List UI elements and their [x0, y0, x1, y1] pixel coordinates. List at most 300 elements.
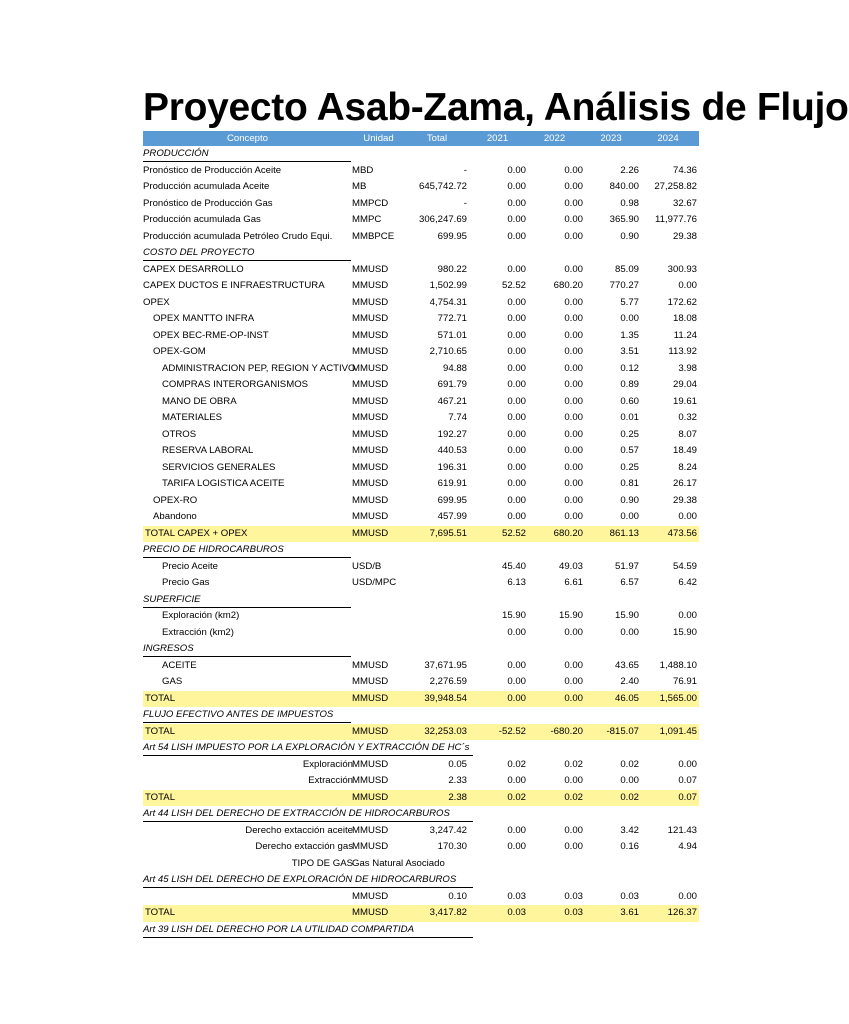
- unit-cell: MMUSD: [352, 758, 389, 770]
- value-cell-2022: 0.03: [564, 907, 583, 918]
- section-header-row: [143, 542, 699, 559]
- value-cell-2023: 2.40: [620, 676, 639, 687]
- total-cell: 3,247.42: [429, 824, 467, 836]
- value-cell-2024: 300.93: [667, 263, 697, 275]
- total-cell: 94.88: [442, 362, 467, 374]
- value-cell-2024: 1,488.10: [659, 659, 697, 671]
- value-cell-2024: 3.98: [678, 362, 697, 374]
- row-label: Abandono: [153, 511, 197, 522]
- unit-cell: MMUSD: [352, 412, 389, 423]
- row-label: TOTAL: [145, 907, 176, 918]
- value-cell-2021: 0.00: [507, 296, 526, 308]
- table-row: [143, 196, 699, 213]
- section-header-row: [143, 641, 699, 658]
- value-cell-2023: 0.25: [620, 428, 639, 440]
- value-cell-2022: 0.00: [564, 412, 583, 423]
- value-cell-2023: 1.35: [620, 329, 639, 341]
- total-cell: 196.31: [437, 461, 467, 473]
- value-cell-2024: 0.07: [678, 791, 697, 803]
- row-label: ACEITE: [162, 659, 197, 671]
- unit-cell: Gas Natural Asociado: [352, 857, 445, 869]
- value-cell-2023: 46.05: [614, 692, 639, 704]
- table-row: [143, 427, 699, 444]
- value-cell-2021: 0.00: [507, 494, 526, 506]
- value-cell-2023: 0.81: [620, 478, 639, 489]
- total-cell: 619.91: [437, 478, 467, 489]
- value-cell-2023: 2.26: [620, 164, 639, 176]
- total-cell: 440.53: [437, 445, 467, 456]
- row-label: Extracción (km2): [162, 626, 234, 638]
- value-cell-2022: 0.00: [564, 626, 583, 638]
- table-row: [143, 212, 699, 229]
- unit-cell: USD/MPC: [352, 577, 397, 588]
- value-cell-2021: 0.03: [507, 890, 526, 902]
- value-cell-2023: 5.77: [620, 296, 639, 308]
- value-cell-2022: 0.00: [564, 494, 583, 506]
- table-row: [143, 856, 699, 873]
- value-cell-2024: 6.42: [678, 577, 697, 588]
- value-cell-2022: 0.00: [564, 841, 583, 852]
- row-label: CAPEX DESARROLLO: [143, 263, 244, 275]
- row-label: Precio Aceite: [162, 560, 218, 572]
- total-cell: 699.95: [437, 230, 467, 242]
- row-label: Precio Gas: [162, 577, 210, 588]
- value-cell-2024: 0.00: [678, 511, 697, 522]
- value-cell-2024: 0.00: [678, 280, 697, 291]
- value-cell-2024: 0.32: [678, 412, 697, 423]
- value-cell-2022: 0.02: [564, 791, 583, 803]
- value-cell-2023: 0.01: [620, 412, 639, 423]
- row-label: Extracción: [308, 775, 353, 786]
- table-row: [143, 295, 699, 312]
- total-cell: 457.99: [437, 511, 467, 522]
- table-row: [143, 377, 699, 394]
- table-row: [143, 509, 699, 526]
- total-cell: 772.71: [437, 313, 467, 324]
- total-row: [143, 905, 699, 922]
- value-cell-2021: 0.00: [507, 214, 526, 225]
- value-cell-2023: 0.00: [620, 775, 639, 786]
- value-cell-2024: 1,565.00: [659, 692, 697, 704]
- table-row: [143, 476, 699, 493]
- value-cell-2023: 0.02: [620, 791, 639, 803]
- section-header-row: [143, 146, 699, 163]
- value-cell-2024: 0.00: [678, 890, 697, 902]
- unit-cell: MMUSD: [352, 676, 389, 687]
- value-cell-2022: 0.00: [564, 230, 583, 242]
- value-cell-2021: [469, 856, 526, 873]
- value-cell-2021: 0.00: [507, 428, 526, 440]
- total-cell: 2,276.59: [429, 676, 467, 687]
- unit-cell: MMUSD: [352, 659, 389, 671]
- value-cell-2022: 0.00: [564, 214, 583, 225]
- table-row: [143, 311, 699, 328]
- row-label: ADMINISTRACION PEP, REGION Y ACTIVO: [162, 362, 356, 374]
- table-row: [143, 344, 699, 361]
- unit-cell: MMUSD: [352, 725, 389, 737]
- value-cell-2022: 0.00: [564, 313, 583, 324]
- header-2022: 2022: [543, 133, 566, 144]
- section-title: Art 54 LISH IMPUESTO POR LA EXPLORACIÓN Y EXTRACCIÓN DE HC´s: [143, 740, 473, 756]
- row-label: TOTAL: [145, 791, 176, 803]
- value-cell-2021: 0.00: [507, 395, 526, 407]
- value-cell-2022: 0.00: [564, 659, 583, 671]
- total-cell: [405, 575, 467, 592]
- row-label: Producción acumulada Petróleo Crudo Equi.: [143, 230, 333, 242]
- total-cell: 37,671.95: [424, 659, 467, 671]
- unit-cell: MMUSD: [352, 775, 389, 786]
- total-cell: 645,742.72: [418, 181, 467, 192]
- value-cell-2024: 8.07: [678, 428, 697, 440]
- unit-cell: MMPCD: [352, 197, 389, 209]
- table-row: [143, 674, 699, 691]
- row-label: RESERVA LABORAL: [162, 445, 254, 456]
- value-cell-2022: 680.20: [553, 280, 583, 291]
- row-label: TARIFA LOGISTICA ACEITE: [162, 478, 285, 489]
- row-label: OPEX BEC-RME-OP-INST: [153, 329, 269, 341]
- value-cell-2024: 0.07: [678, 775, 697, 786]
- value-cell-2022: 0.00: [564, 478, 583, 489]
- value-cell-2022: 0.00: [564, 775, 583, 786]
- table-header-row: [143, 131, 699, 146]
- total-cell: 980.22: [437, 263, 467, 275]
- total-cell: 0.10: [448, 890, 467, 902]
- value-cell-2022: 0.00: [564, 362, 583, 374]
- row-label: OPEX-RO: [153, 494, 198, 506]
- value-cell-2022: 0.00: [564, 692, 583, 704]
- value-cell-2021: 0.00: [507, 362, 526, 374]
- value-cell-2024: 473.56: [667, 527, 697, 539]
- header-2021: 2021: [486, 133, 509, 144]
- total-row: [143, 790, 699, 807]
- unit-cell: MMUSD: [352, 841, 389, 852]
- row-label: OPEX MANTTO INFRA: [153, 313, 255, 324]
- value-cell-2024: 11,977.76: [655, 214, 697, 225]
- value-cell-2023: 0.90: [620, 494, 639, 506]
- row-label: Pronóstico de Producción Aceite: [143, 164, 282, 176]
- value-cell-2023: 0.00: [620, 511, 639, 522]
- total-cell: [405, 856, 467, 873]
- table-row: [143, 410, 699, 427]
- value-cell-2022: 0.00: [564, 164, 583, 176]
- row-label: [143, 889, 353, 906]
- row-label: TOTAL CAPEX + OPEX: [145, 527, 248, 539]
- value-cell-2021: 0.00: [507, 511, 526, 522]
- total-cell: 1,502.99: [429, 280, 467, 291]
- value-cell-2022: 0.00: [564, 379, 583, 390]
- header-total: Total: [426, 133, 448, 144]
- unit-cell: MMUSD: [352, 890, 389, 902]
- value-cell-2024: 74.36: [672, 164, 697, 176]
- section-title: PRODUCCIÓN: [143, 146, 351, 162]
- total-cell: 2.33: [448, 775, 467, 786]
- value-cell-2022: 0.03: [564, 890, 583, 902]
- section-header-row: [143, 592, 699, 609]
- value-cell-2024: 4.94: [678, 841, 697, 852]
- value-cell-2021: 0.00: [507, 775, 526, 786]
- value-cell-2023: 861.13: [609, 527, 639, 539]
- value-cell-2021: 0.00: [507, 692, 526, 704]
- row-label: Pronóstico de Producción Gas: [143, 197, 273, 209]
- value-cell-2021: 0.03: [507, 907, 526, 918]
- value-cell-2022: 0.00: [564, 676, 583, 687]
- table-row: [143, 608, 699, 625]
- table-row: [143, 493, 699, 510]
- value-cell-2021: 0.00: [507, 346, 526, 357]
- value-cell-2023: 0.12: [620, 362, 639, 374]
- table-row: [143, 443, 699, 460]
- table-row: [143, 559, 699, 576]
- row-label: MATERIALES: [162, 412, 223, 423]
- value-cell-2022: 0.00: [564, 346, 583, 357]
- unit-cell: MMUSD: [352, 494, 389, 506]
- unit-cell: MMUSD: [352, 461, 389, 473]
- value-cell-2021: 0.00: [507, 445, 526, 456]
- value-cell-2023: 43.65: [614, 659, 639, 671]
- total-cell: 2.38: [448, 791, 467, 803]
- total-cell: 571.01: [437, 329, 467, 341]
- unit-cell: MMUSD: [352, 379, 389, 390]
- value-cell-2024: 18.08: [672, 313, 697, 324]
- row-label: OPEX: [143, 296, 170, 308]
- total-row: [143, 526, 699, 543]
- total-row: [143, 724, 699, 741]
- value-cell-2024: 29.38: [672, 494, 697, 506]
- value-cell-2022: 0.00: [564, 824, 583, 836]
- value-cell-2021: 0.00: [507, 626, 526, 638]
- row-label: COMPRAS INTERORGANISMOS: [162, 379, 309, 390]
- table-body: [143, 146, 699, 938]
- section-title: SUPERFICIE: [143, 592, 351, 608]
- row-label: OPEX-GOM: [153, 346, 206, 357]
- value-cell-2022: -680.20: [550, 725, 583, 737]
- header-2024: 2024: [657, 133, 679, 144]
- value-cell-2021: 0.00: [507, 230, 526, 242]
- value-cell-2023: 3.51: [620, 346, 639, 357]
- total-cell: 3,417.82: [429, 907, 467, 918]
- total-cell: 192.27: [437, 428, 467, 440]
- value-cell-2024: 19.61: [672, 395, 697, 407]
- value-cell-2023: -815.07: [606, 725, 639, 737]
- unit-cell: MMUSD: [352, 445, 389, 456]
- total-cell: 170.30: [437, 841, 467, 852]
- unit-cell: MMUSD: [352, 329, 389, 341]
- value-cell-2022: 0.00: [564, 511, 583, 522]
- section-title: INGRESOS: [143, 641, 351, 657]
- table-row: [143, 278, 699, 295]
- value-cell-2024: 121.43: [667, 824, 697, 836]
- row-label: Producción acumulada Aceite: [143, 181, 270, 192]
- value-cell-2022: 0.00: [564, 296, 583, 308]
- value-cell-2023: 0.89: [620, 379, 639, 390]
- value-cell-2021: 0.00: [507, 329, 526, 341]
- section-title: FLUJO EFECTIVO ANTES DE IMPUESTOS: [143, 707, 351, 723]
- table-row: [143, 361, 699, 378]
- value-cell-2022: 0.00: [564, 461, 583, 473]
- table-row: [143, 625, 699, 642]
- value-cell-2023: 3.61: [620, 907, 639, 918]
- value-cell-2023: 0.00: [620, 313, 639, 324]
- section-title: Art 45 LISH DEL DERECHO DE EXPLORACIÓN DE HIDROCARBUROS: [143, 872, 473, 888]
- unit-cell: USD/B: [352, 560, 382, 572]
- value-cell-2022: [526, 856, 583, 873]
- section-header-row: [143, 806, 699, 823]
- value-cell-2021: 0.02: [507, 791, 526, 803]
- value-cell-2021: 0.00: [507, 478, 526, 489]
- value-cell-2021: 0.00: [507, 461, 526, 473]
- unit-cell: MMUSD: [352, 313, 389, 324]
- value-cell-2022: 15.90: [558, 610, 583, 621]
- total-cell: [405, 559, 467, 576]
- row-label: TOTAL: [145, 725, 176, 737]
- value-cell-2024: 1,091.45: [659, 725, 697, 737]
- value-cell-2022: 6.61: [564, 577, 583, 588]
- table-row: [143, 823, 699, 840]
- unit-cell: MMUSD: [352, 527, 389, 539]
- table-row: [143, 229, 699, 246]
- value-cell-2023: 0.03: [620, 890, 639, 902]
- total-cell: [405, 608, 467, 625]
- unit-cell: MMUSD: [352, 296, 389, 308]
- table-row: [143, 179, 699, 196]
- unit-cell: MMUSD: [352, 692, 389, 704]
- section-title: Art 44 LISH DEL DERECHO DE EXTRACCIÓN DE HIDROCARBUROS: [143, 806, 473, 822]
- value-cell-2021: 0.00: [507, 164, 526, 176]
- value-cell-2021: 0.00: [507, 676, 526, 687]
- unit-cell: MMUSD: [352, 478, 389, 489]
- unit-cell: MMUSD: [352, 428, 389, 440]
- value-cell-2021: 0.00: [507, 263, 526, 275]
- row-label: SERVICIOS GENERALES: [162, 461, 276, 473]
- value-cell-2023: 3.42: [620, 824, 639, 836]
- table-row: [143, 460, 699, 477]
- value-cell-2021: 0.02: [507, 758, 526, 770]
- total-cell: 7,695.51: [429, 527, 467, 539]
- value-cell-2021: 0.00: [507, 841, 526, 852]
- total-cell: -: [463, 164, 467, 176]
- unit-cell: MMBPCE: [352, 230, 395, 242]
- table-row: [143, 889, 699, 906]
- value-cell-2023: 0.02: [620, 758, 639, 770]
- total-cell: 4,754.31: [429, 296, 467, 308]
- row-label: Exploración (km2): [162, 610, 240, 621]
- section-title: PRECIO DE HIDROCARBUROS: [143, 542, 351, 558]
- value-cell-2024: 18.49: [672, 445, 697, 456]
- total-cell: 306,247.69: [418, 214, 467, 225]
- value-cell-2024: 126.37: [667, 907, 697, 918]
- value-cell-2021: 52.52: [501, 280, 526, 291]
- unit-cell: MMUSD: [352, 346, 389, 357]
- value-cell-2022: 0.02: [564, 758, 583, 770]
- value-cell-2023: 0.16: [620, 841, 639, 852]
- value-cell-2022: 0.00: [564, 445, 583, 456]
- value-cell-2023: [583, 856, 639, 873]
- section-header-row: [143, 740, 699, 757]
- value-cell-2021: 0.00: [507, 313, 526, 324]
- value-cell-2021: 0.00: [507, 197, 526, 209]
- table-row: [143, 394, 699, 411]
- unit-cell: MMPC: [352, 214, 382, 225]
- total-cell: 32,253.03: [424, 725, 467, 737]
- unit-cell: MMUSD: [352, 824, 389, 836]
- total-cell: 39,948.54: [424, 692, 467, 704]
- value-cell-2022: 0.00: [564, 181, 583, 192]
- value-cell-2023: 0.25: [620, 461, 639, 473]
- value-cell-2024: 113.92: [668, 346, 697, 357]
- value-cell-2022: 0.00: [564, 263, 583, 275]
- value-cell-2023: 770.27: [609, 280, 639, 291]
- value-cell-2022: 0.00: [564, 197, 583, 209]
- value-cell-2023: 6.57: [620, 577, 639, 588]
- value-cell-2021: 0.00: [507, 379, 526, 390]
- section-header-row: [143, 707, 699, 724]
- value-cell-2023: 85.09: [614, 263, 639, 275]
- value-cell-2024: 15.90: [672, 626, 697, 638]
- row-label: TOTAL: [145, 692, 176, 704]
- value-cell-2024: 11.24: [673, 329, 697, 341]
- value-cell-2021: 0.00: [507, 181, 526, 192]
- row-label: GAS: [162, 676, 183, 687]
- row-label: CAPEX DUCTOS E INFRAESTRUCTURA: [143, 280, 325, 291]
- value-cell-2024: 26.17: [672, 478, 697, 489]
- value-cell-2024: 32.67: [672, 197, 697, 209]
- value-cell-2024: 172.62: [667, 296, 697, 308]
- table-row: [143, 773, 699, 790]
- value-cell-2024: 0.00: [678, 610, 697, 621]
- unit-cell: MB: [352, 181, 367, 192]
- value-cell-2024: 0.00: [678, 758, 697, 770]
- value-cell-2022: 0.00: [564, 428, 583, 440]
- table-row: [143, 757, 699, 774]
- row-label: MANO DE OBRA: [162, 395, 237, 407]
- row-label: Derecho extacción gas: [255, 841, 353, 852]
- section-header-row: [143, 872, 699, 889]
- header-concepto: Concepto: [226, 133, 269, 144]
- total-cell: 7.74: [448, 412, 467, 423]
- value-cell-2024: 29.38: [672, 230, 697, 242]
- value-cell-2021: 52.52: [501, 527, 526, 539]
- value-cell-2021: 0.00: [507, 659, 526, 671]
- value-cell-2024: 27,258.82: [654, 181, 697, 192]
- value-cell-2023: 0.57: [620, 445, 639, 456]
- row-label: OTROS: [162, 428, 197, 440]
- total-cell: 699.95: [437, 494, 467, 506]
- value-cell-2023: 51.97: [614, 560, 639, 572]
- table-row: [143, 262, 699, 279]
- table-row: [143, 839, 699, 856]
- value-cell-2021: 15.90: [501, 610, 526, 621]
- value-cell-2021: -52.52: [498, 725, 526, 737]
- row-label: TIPO DE GAS: [291, 857, 353, 869]
- value-cell-2022: 0.00: [564, 329, 583, 341]
- value-cell-2024: 29.04: [672, 379, 697, 390]
- spreadsheet-table: [143, 131, 699, 938]
- table-row: [143, 575, 699, 592]
- header-2023: 2023: [600, 133, 622, 144]
- row-label: Derecho extacción aceite: [245, 824, 353, 836]
- value-cell-2024: 8.24: [678, 461, 697, 473]
- value-cell-2023: 0.60: [620, 395, 639, 407]
- table-row: [143, 328, 699, 345]
- table-row: [143, 163, 699, 180]
- row-label: Producción acumulada Gas: [143, 214, 261, 225]
- unit-cell: MMUSD: [352, 395, 389, 407]
- value-cell-2023: 15.90: [614, 610, 639, 621]
- section-header-row: [143, 245, 699, 262]
- value-cell-2023: 0.90: [620, 230, 639, 242]
- value-cell-2022: 0.00: [564, 395, 583, 407]
- value-cell-2022: 680.20: [553, 527, 583, 539]
